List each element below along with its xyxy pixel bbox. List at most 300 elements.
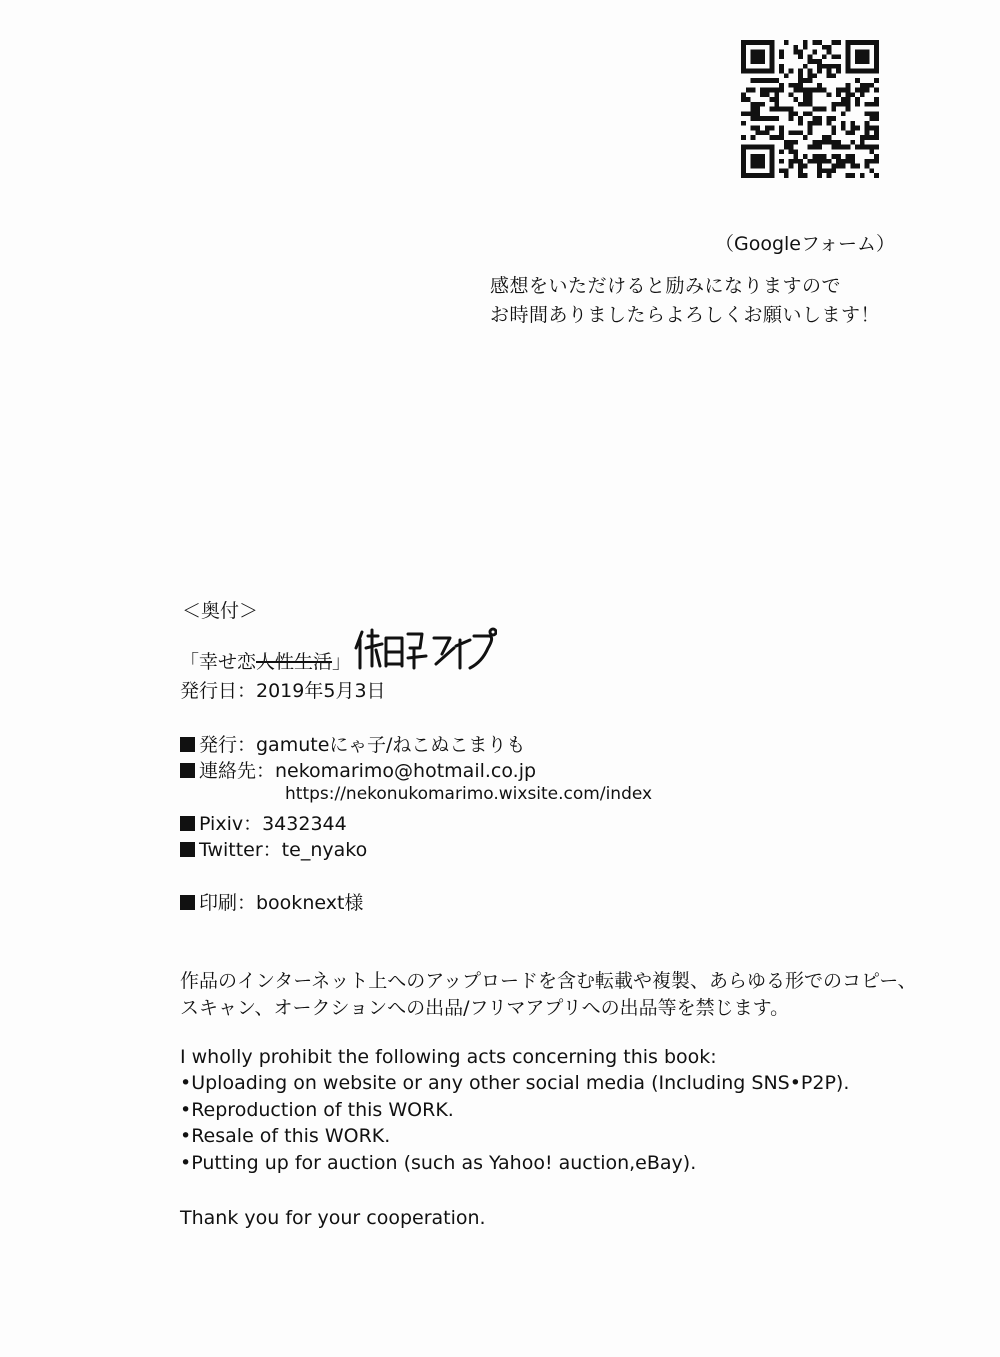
qr-module: [865, 54, 870, 59]
qr-module: [751, 135, 756, 140]
qr-module: [860, 135, 865, 140]
qr-module: [741, 145, 746, 150]
qr-module: [846, 64, 851, 69]
qr-module: [855, 102, 860, 107]
qr-module: [841, 159, 846, 164]
qr-module: [841, 97, 846, 102]
qr-module: [865, 130, 870, 135]
notice-ja-line-1: 作品のインターネット上へのアップロードを含む転載や複製、あらゆる形でのコピー、: [180, 970, 917, 992]
qr-module: [831, 168, 836, 173]
qr-module: [755, 102, 760, 107]
qr-module: [741, 54, 746, 59]
qr-module: [850, 159, 855, 164]
book-title-open: 「幸せ恋: [180, 651, 257, 673]
qr-module: [874, 116, 879, 121]
qr-module: [798, 116, 803, 121]
qr-module: [803, 173, 808, 178]
qr-module: [751, 107, 756, 112]
qr-module: [774, 78, 779, 83]
qr-module: [789, 140, 794, 145]
qr-module: [741, 111, 746, 116]
qr-module: [751, 102, 756, 107]
qr-module: [817, 140, 822, 145]
qr-module: [803, 154, 808, 159]
qr-module: [817, 164, 822, 169]
qr-module: [798, 121, 803, 126]
qr-module: [803, 102, 808, 107]
notice-en-line-1: I wholly prohibit the following acts concerning this book:: [180, 1046, 717, 1068]
qr-module: [808, 88, 813, 93]
qr-module: [774, 88, 779, 93]
qr-module: [850, 121, 855, 126]
qr-module: [798, 78, 803, 83]
qr-module: [755, 173, 760, 178]
qr-module: [760, 50, 765, 55]
qr-module: [812, 40, 817, 45]
qr-module: [855, 54, 860, 59]
qr-module: [798, 168, 803, 173]
qr-module: [865, 102, 870, 107]
website-url[interactable]: https://nekonukomarimo.wixsite.com/index: [285, 784, 653, 804]
qr-module: [850, 126, 855, 131]
qr-module: [751, 69, 756, 74]
qr-module: [808, 130, 813, 135]
qr-module: [779, 50, 784, 55]
qr-module: [803, 45, 808, 50]
qr-module: [765, 145, 770, 150]
qr-module: [855, 69, 860, 74]
publisher-text: 発行：gamuteにゃ子/ねこぬこまりも: [199, 734, 526, 756]
qr-module: [860, 69, 865, 74]
qr-module: [855, 145, 860, 150]
square-bullet-icon: [180, 842, 195, 857]
qr-module: [755, 130, 760, 135]
google-form-label: （Googleフォーム）: [715, 233, 896, 255]
qr-module: [741, 40, 746, 45]
qr-module: [808, 73, 813, 78]
qr-module: [770, 116, 775, 121]
qr-module: [831, 130, 836, 135]
qr-module: [827, 140, 832, 145]
qr-module: [855, 164, 860, 169]
qr-module: [765, 116, 770, 121]
qr-module: [836, 40, 841, 45]
qr-module: [770, 164, 775, 169]
qr-module: [836, 88, 841, 93]
qr-module: [755, 40, 760, 45]
qr-module: [760, 164, 765, 169]
qr-module: [798, 164, 803, 169]
qr-module: [760, 59, 765, 64]
qr-module: [855, 59, 860, 64]
qr-module: [846, 97, 851, 102]
qr-module: [869, 40, 874, 45]
qr-module: [865, 83, 870, 88]
qr-module: [808, 54, 813, 59]
qr-module: [865, 88, 870, 93]
qr-module: [855, 97, 860, 102]
qr-module: [746, 40, 751, 45]
notice-en-line-3: •Reproduction of this WORK.: [180, 1099, 454, 1121]
qr-module: [774, 116, 779, 121]
qr-module: [865, 164, 870, 169]
qr-module: [755, 50, 760, 55]
qr-module: [765, 130, 770, 135]
qr-module: [760, 173, 765, 178]
qr-module: [827, 69, 832, 74]
qr-code-graphic: [741, 40, 879, 178]
qr-module: [836, 145, 841, 150]
qr-module: [784, 145, 789, 150]
qr-module: [770, 50, 775, 55]
qr-module: [798, 50, 803, 55]
qr-module: [874, 135, 879, 140]
qr-module: [846, 102, 851, 107]
qr-module: [812, 116, 817, 121]
qr-module: [855, 50, 860, 55]
qr-module: [741, 69, 746, 74]
qr-module: [850, 40, 855, 45]
qr-module: [760, 130, 765, 135]
notice-en-line-5: •Putting up for auction (such as Yahoo! auction,eBay).: [180, 1152, 697, 1174]
printer-text: 印刷：booknext様: [199, 892, 364, 914]
qr-module: [827, 168, 832, 173]
qr-module: [817, 145, 822, 150]
qr-module: [755, 54, 760, 59]
qr-module: [779, 69, 784, 74]
qr-module: [812, 88, 817, 93]
qr-module: [831, 126, 836, 131]
qr-module: [770, 54, 775, 59]
qr-module: [779, 149, 784, 154]
qr-module: [803, 88, 808, 93]
qr-module: [751, 173, 756, 178]
qr-module: [836, 164, 841, 169]
square-bullet-icon: [180, 816, 195, 831]
qr-module: [774, 97, 779, 102]
qr-module: [770, 173, 775, 178]
qr-module: [789, 83, 794, 88]
qr-module: [874, 130, 879, 135]
qr-module: [779, 126, 784, 131]
qr-module: [836, 64, 841, 69]
qr-module: [874, 159, 879, 164]
qr-module: [874, 45, 879, 50]
qr-module: [741, 135, 746, 140]
qr-module: [774, 135, 779, 140]
qr-module: [798, 130, 803, 135]
qr-module: [793, 45, 798, 50]
qr-module: [803, 164, 808, 169]
qr-module: [874, 154, 879, 159]
qr-module: [850, 92, 855, 97]
qr-module: [831, 116, 836, 121]
qr-module: [803, 78, 808, 83]
qr-module: [831, 40, 836, 45]
qr-module: [770, 45, 775, 50]
qr-module: [860, 92, 865, 97]
qr-module: [846, 130, 851, 135]
qr-module: [770, 149, 775, 154]
qr-module: [770, 168, 775, 173]
qr-module: [760, 78, 765, 83]
qr-module: [836, 159, 841, 164]
qr-module: [822, 64, 827, 69]
qr-module: [751, 78, 756, 83]
qr-module: [789, 164, 794, 169]
qr-module: [741, 159, 746, 164]
qr-module: [817, 116, 822, 121]
qr-module: [755, 107, 760, 112]
qr-module: [789, 149, 794, 154]
qr-module: [860, 54, 865, 59]
qr-module: [827, 116, 832, 121]
twitter-line: [180, 835, 367, 862]
qr-module: [741, 50, 746, 55]
qr-module: [760, 154, 765, 159]
qr-module: [850, 130, 855, 135]
qr-module: [831, 64, 836, 69]
qr-module: [869, 102, 874, 107]
qr-module: [865, 50, 870, 55]
book-title-struck: 人性生活: [256, 651, 333, 673]
colophon-heading: ＜奥付＞: [182, 600, 259, 622]
qr-module: [808, 145, 813, 150]
qr-module: [817, 173, 822, 178]
qr-module: [822, 135, 827, 140]
qr-module: [836, 154, 841, 159]
qr-module: [755, 78, 760, 83]
qr-module: [836, 140, 841, 145]
qr-module: [827, 173, 832, 178]
qr-module: [741, 59, 746, 64]
qr-module: [846, 40, 851, 45]
qr-module: [751, 40, 756, 45]
qr-module: [798, 173, 803, 178]
qr-module: [865, 145, 870, 150]
feedback-request-line-1: 感想をいただけると励みになりますので: [490, 275, 842, 297]
qr-module: [789, 69, 794, 74]
qr-module: [841, 145, 846, 150]
qr-module: [808, 59, 813, 64]
qr-module: [831, 107, 836, 112]
qr-module: [774, 107, 779, 112]
qr-module: [755, 154, 760, 159]
qr-module: [793, 154, 798, 159]
qr-module: [827, 92, 832, 97]
qr-module: [855, 78, 860, 83]
qr-module: [803, 97, 808, 102]
qr-module: [865, 40, 870, 45]
qr-module: [865, 135, 870, 140]
qr-module: [850, 164, 855, 169]
publish-date: 発行日：2019年5月3日: [180, 680, 386, 702]
qr-module: [770, 107, 775, 112]
qr-module: [827, 50, 832, 55]
qr-module: [798, 83, 803, 88]
qr-module: [741, 168, 746, 173]
qr-module: [755, 159, 760, 164]
qr-module: [874, 78, 879, 83]
contact-text: 連絡先：nekomarimo@hotmail.co.jp: [199, 760, 537, 782]
qr-module: [874, 102, 879, 107]
contact-line: [180, 756, 536, 783]
qr-module: [770, 40, 775, 45]
qr-module: [755, 164, 760, 169]
qr-module: [760, 145, 765, 150]
qr-module: [822, 159, 827, 164]
qr-module: [779, 64, 784, 69]
qr-module: [784, 73, 789, 78]
qr-module: [812, 159, 817, 164]
qr-module: [827, 159, 832, 164]
qr-code-icon[interactable]: [741, 40, 879, 178]
qr-module: [741, 149, 746, 154]
qr-module: [808, 121, 813, 126]
qr-module: [784, 168, 789, 173]
qr-module: [755, 145, 760, 150]
qr-module: [831, 140, 836, 145]
qr-module: [831, 73, 836, 78]
qr-module: [869, 145, 874, 150]
qr-module: [869, 83, 874, 88]
qr-module: [812, 59, 817, 64]
qr-module: [855, 88, 860, 93]
qr-module: [770, 88, 775, 93]
qr-module: [846, 54, 851, 59]
qr-module: [798, 88, 803, 93]
qr-module: [751, 145, 756, 150]
qr-module: [789, 92, 794, 97]
qr-module: [831, 102, 836, 107]
qr-module: [812, 145, 817, 150]
qr-module: [846, 154, 851, 159]
qr-module: [812, 154, 817, 159]
qr-module: [765, 92, 770, 97]
qr-module: [760, 116, 765, 121]
square-bullet-icon: [180, 763, 195, 778]
qr-module: [860, 59, 865, 64]
qr-module: [765, 126, 770, 131]
qr-module: [846, 69, 851, 74]
qr-module: [817, 168, 822, 173]
qr-module: [789, 116, 794, 121]
qr-module: [741, 92, 746, 97]
qr-module: [850, 154, 855, 159]
publisher-line: [180, 730, 525, 757]
qr-module: [836, 69, 841, 74]
qr-module: [846, 159, 851, 164]
qr-module: [841, 111, 846, 116]
qr-module: [751, 126, 756, 131]
qr-module: [798, 102, 803, 107]
qr-module: [779, 54, 784, 59]
qr-module: [817, 83, 822, 88]
qr-module: [874, 69, 879, 74]
qr-module: [874, 173, 879, 178]
qr-module: [869, 168, 874, 173]
qr-module: [850, 173, 855, 178]
qr-module: [751, 59, 756, 64]
qr-module: [874, 111, 879, 116]
qr-module: [865, 159, 870, 164]
qr-module: [751, 154, 756, 159]
qr-module: [784, 40, 789, 45]
qr-module: [865, 121, 870, 126]
qr-module: [874, 40, 879, 45]
qr-module: [822, 168, 827, 173]
qr-module: [855, 126, 860, 131]
qr-module: [874, 97, 879, 102]
pixiv-line: [180, 809, 347, 836]
qr-module: [779, 130, 784, 135]
qr-module: [822, 54, 827, 59]
qr-module: [808, 126, 813, 131]
qr-module: [846, 173, 851, 178]
qr-module: [770, 59, 775, 64]
qr-module: [770, 135, 775, 140]
qr-module: [812, 73, 817, 78]
qr-module: [774, 102, 779, 107]
qr-module: [746, 173, 751, 178]
qr-module: [770, 78, 775, 83]
qr-module: [751, 88, 756, 93]
qr-module: [869, 126, 874, 131]
qr-module: [874, 126, 879, 131]
qr-module: [793, 83, 798, 88]
qr-module: [827, 64, 832, 69]
qr-module: [836, 102, 841, 107]
qr-module: [874, 59, 879, 64]
qr-module: [779, 107, 784, 112]
qr-module: [770, 69, 775, 74]
qr-module: [741, 164, 746, 169]
qr-module: [760, 159, 765, 164]
qr-module: [827, 73, 832, 78]
qr-module: [770, 97, 775, 102]
qr-module: [755, 69, 760, 74]
qr-module: [817, 40, 822, 45]
qr-module: [789, 130, 794, 135]
qr-module: [741, 173, 746, 178]
qr-module: [874, 64, 879, 69]
qr-module: [789, 159, 794, 164]
qr-module: [765, 88, 770, 93]
qr-module: [765, 69, 770, 74]
qr-module: [789, 111, 794, 116]
qr-module: [812, 107, 817, 112]
qr-module: [770, 64, 775, 69]
qr-module: [784, 107, 789, 112]
qr-module: [817, 159, 822, 164]
qr-module: [860, 173, 865, 178]
qr-module: [765, 78, 770, 83]
qr-module: [865, 126, 870, 131]
qr-module: [808, 78, 813, 83]
book-title: [180, 647, 351, 674]
qr-module: [860, 50, 865, 55]
pixiv-text: Pixiv：3432344: [199, 813, 347, 835]
qr-module: [846, 83, 851, 88]
qr-module: [770, 145, 775, 150]
qr-module: [812, 140, 817, 145]
qr-module: [846, 50, 851, 55]
feedback-request-line-2: お時間ありましたらよろしくお願いします！: [490, 304, 881, 326]
qr-module: [869, 149, 874, 154]
qr-module: [770, 126, 775, 131]
qr-module: [846, 107, 851, 112]
qr-module: [793, 149, 798, 154]
